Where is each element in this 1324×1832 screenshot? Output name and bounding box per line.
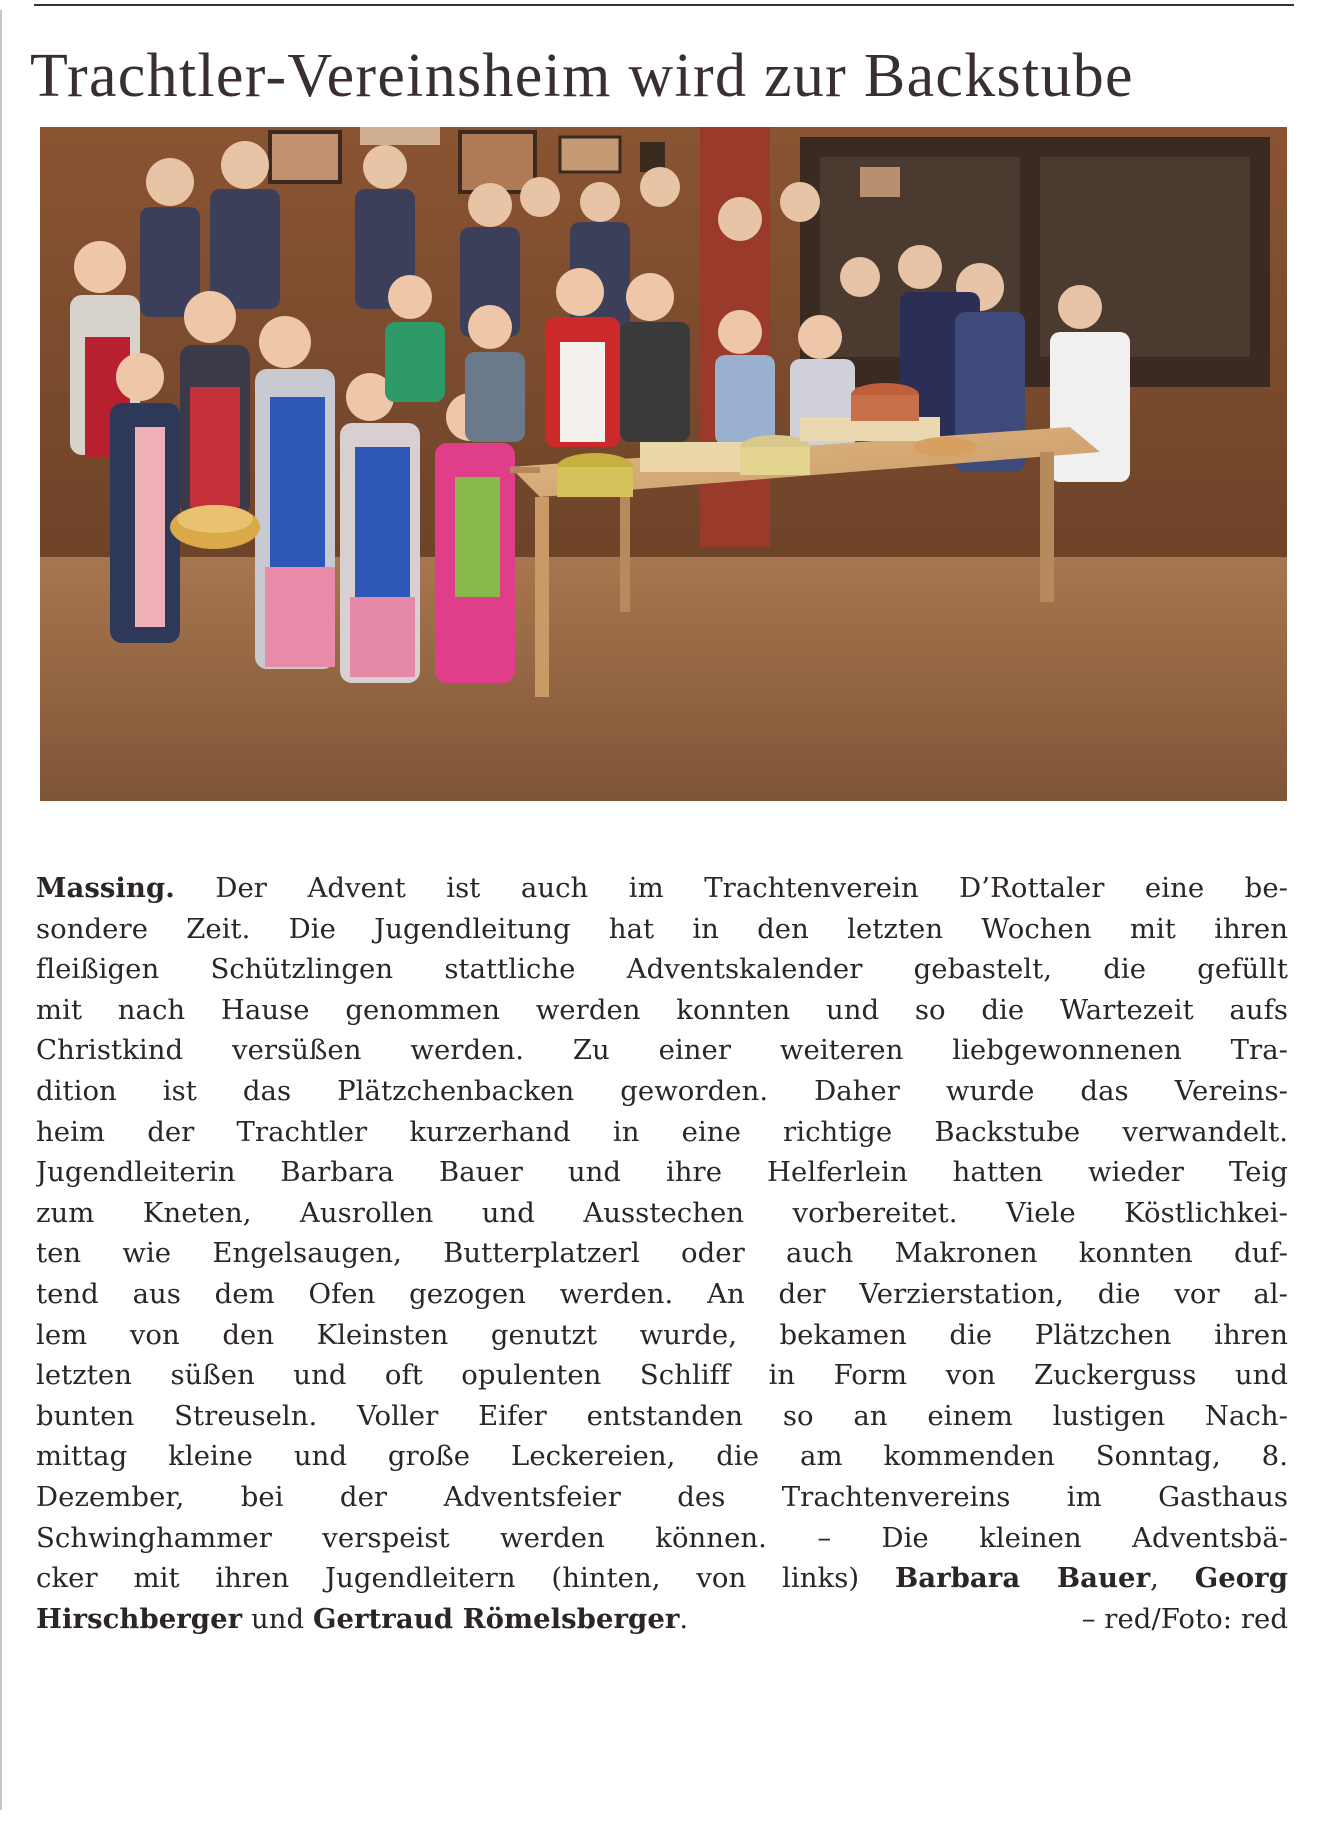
conjunction: und — [242, 1602, 313, 1635]
body-text: mittag kleine und große Leckereien, die am kommenden Sonntag, 8. — [36, 1440, 1288, 1473]
body-text: ten wie Engelsaugen, Butterplatzerl oder auch Makronen konnten duf- — [36, 1237, 1288, 1270]
article-line — [36, 1518, 1288, 1559]
top-rule — [34, 4, 1294, 6]
article-line — [36, 868, 1288, 909]
article-line — [36, 1274, 1288, 1315]
body-text: Dezember, bei der Adventsfeier des Trachtenvereins im Gasthaus — [36, 1480, 1288, 1513]
bold-text: Georg — [1194, 1562, 1288, 1595]
body-text: mit nach Hause genommen werden konnten und so die Wartezeit aufs — [36, 993, 1288, 1026]
name-gertraud-roemelsberger: Gertraud Römelsberger — [312, 1602, 680, 1635]
article-line — [36, 909, 1288, 950]
article-line — [36, 1315, 1288, 1356]
body-text: dition ist das Plätzchenbacken geworden. Daher wurde das Vereins- — [36, 1074, 1288, 1107]
body-text: zum Kneten, Ausrollen und Ausstechen vorbereitet. Viele Köstlichkei- — [36, 1196, 1288, 1229]
article-headline: Trachtler-Vereinsheim wird zur Backstube — [30, 42, 1134, 110]
article-line — [36, 1477, 1288, 1518]
article-line — [36, 1558, 1288, 1599]
name-georg-hirschberger: Hirschberger — [36, 1602, 243, 1635]
article-line — [36, 1152, 1288, 1193]
bold-text: Massing. — [36, 872, 175, 904]
article-body — [36, 868, 1288, 1639]
photo-credit: – red/Foto: red — [1081, 1602, 1288, 1635]
article-line — [36, 1193, 1288, 1234]
body-text: fleißigen Schützlingen stattliche Adventskalender gebastelt, die gefüllt — [36, 953, 1288, 986]
article-line — [36, 1233, 1288, 1274]
article-line — [36, 1112, 1288, 1153]
body-text: sondere Zeit. Die Jugendleitung hat in den letzten Wochen mit ihren — [36, 912, 1288, 945]
body-text: Jugendleiterin Barbara Bauer und ihre Helferlein hatten wieder Teig — [36, 1156, 1288, 1189]
group-photo — [40, 127, 1287, 801]
body-text: heim der Trachtler kurzerhand in eine richtige Backstube verwandelt. — [36, 1115, 1288, 1148]
sentence-end: . — [679, 1602, 689, 1635]
body-text: Der Advent ist auch im Trachtenverein D’Rottaler eine be- — [174, 872, 1288, 904]
group-photo-icon — [40, 127, 1287, 801]
article-line-last — [36, 1599, 1288, 1640]
article-line — [36, 1071, 1288, 1112]
body-text: letzten süßen und oft opulenten Schliff in Form von Zuckerguss und — [36, 1359, 1288, 1392]
bold-text: Barbara Bauer — [894, 1562, 1151, 1595]
body-text: cker mit ihren Jugendleitern (hinten, von links) — [36, 1562, 895, 1595]
article-line — [36, 1355, 1288, 1396]
body-text: Schwinghammer verspeist werden können. – Die kleinen Adventsbä- — [36, 1521, 1288, 1554]
article-line — [36, 1030, 1288, 1071]
article-line — [36, 1436, 1288, 1477]
scan-edge — [0, 10, 2, 1810]
body-text: tend aus dem Ofen gezogen werden. An der Verzierstation, die vor al- — [36, 1277, 1288, 1310]
article-line — [36, 949, 1288, 990]
body-text: bunten Streuseln. Voller Eifer entstanden so an einem lustigen Nach- — [36, 1399, 1288, 1432]
article-lines — [36, 868, 1288, 1599]
article-line — [36, 990, 1288, 1031]
body-text: lem von den Kleinsten genutzt wurde, bekamen die Plätzchen ihren — [36, 1318, 1288, 1351]
article-line — [36, 1396, 1288, 1437]
body-text: Christkind versüßen werden. Zu einer weiteren liebgewonnenen Tra- — [36, 1034, 1288, 1067]
body-text: , — [1150, 1562, 1195, 1595]
